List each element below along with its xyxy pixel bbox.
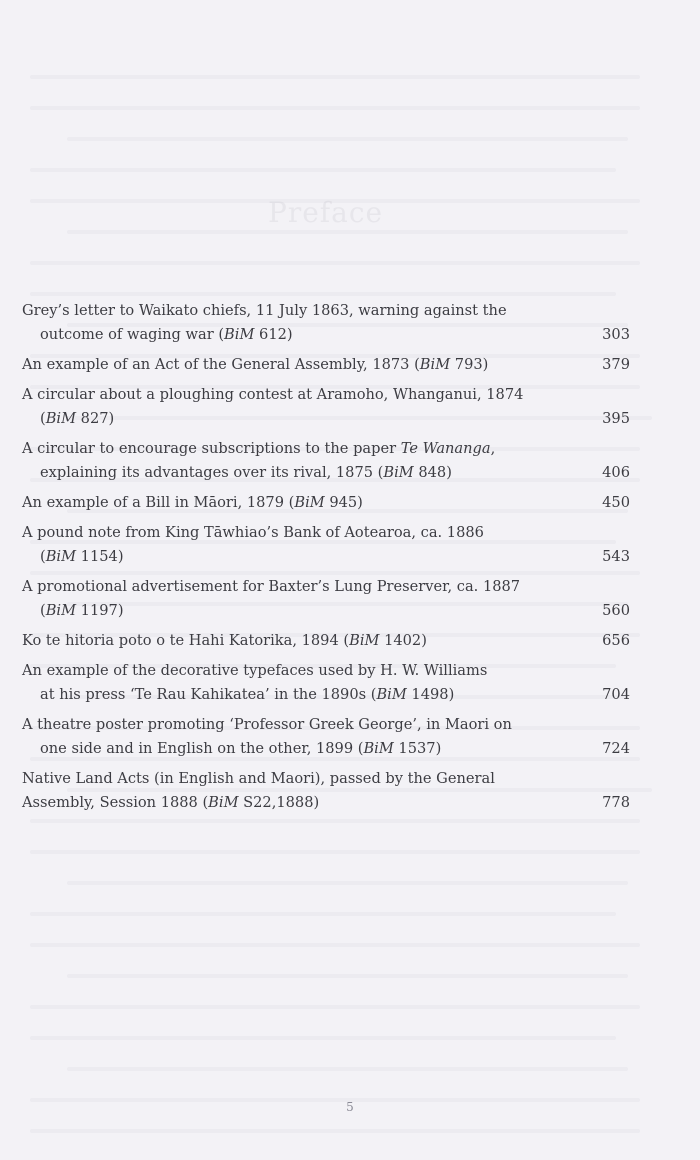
- toc-entry: [22, 491, 632, 515]
- entry-title-line1: Native Land Acts (in English and Maori), passed by the General: [22, 770, 495, 787]
- entry-title-line2: explaining its advantages over its rival, 1875 (BiM 848): [40, 464, 452, 481]
- entry-title-line1: A pound note from King Tāwhiao’s Bank of Aotearoa, ca. 1886: [22, 524, 484, 541]
- entry-page-number: 406: [602, 464, 630, 481]
- entry-page-number: 303: [602, 326, 630, 343]
- toc-entry: [22, 659, 632, 707]
- entry-page-number: 656: [602, 632, 630, 649]
- entry-title-line2: Assembly, Session 1888 (BiM S22,1888): [22, 794, 320, 811]
- entry-title-line2: (BiM 827): [40, 410, 115, 427]
- entry-page-number: 543: [602, 548, 630, 565]
- entry-page-number: 395: [602, 410, 630, 427]
- entry-page-number: 560: [602, 602, 630, 619]
- entry-page-number: 704: [602, 686, 630, 703]
- toc-entry: [22, 521, 632, 569]
- toc-entry: [22, 629, 632, 653]
- toc-entry: [22, 299, 632, 347]
- entry-title-line1: A theatre poster promoting ‘Professor Greek George’, in Maori on: [22, 716, 512, 733]
- entry-title-line1: A promotional advertisement for Baxter’s Lung Preserver, ca. 1887: [22, 578, 521, 595]
- entry-title-line1: A circular about a ploughing contest at Aramoho, Whanganui, 1874: [22, 386, 524, 403]
- toc-entry: [22, 713, 632, 761]
- entry-title-line2: (BiM 1197): [40, 602, 124, 619]
- entry-title-line1: An example of an Act of the General Assembly, 1873 (BiM 793): [22, 356, 489, 373]
- page-folio: 5: [346, 1100, 354, 1114]
- toc-entry: [22, 353, 632, 377]
- entry-title-line2: (BiM 1154): [40, 548, 124, 565]
- entry-title-line1: An example of the decorative typefaces used by H. W. Williams: [22, 662, 488, 679]
- toc-entry: [22, 437, 632, 485]
- entry-page-number: 450: [602, 494, 630, 511]
- toc-entry: [22, 767, 632, 815]
- entry-page-number: 724: [602, 740, 630, 757]
- entry-title-line1: A circular to encourage subscriptions to the paper Te Wananga,: [22, 440, 496, 457]
- entry-title-line1: An example of a Bill in Māori, 1879 (BiM 945): [22, 494, 363, 511]
- bleed-through-heading: Preface: [268, 196, 384, 229]
- list-of-illustrations: [22, 299, 632, 821]
- toc-entry: [22, 383, 632, 431]
- entry-page-number: 778: [602, 794, 630, 811]
- entry-title-line1: Grey’s letter to Waikato chiefs, 11 July 1863, warning against the: [22, 302, 507, 319]
- entry-title-line2: at his press ‘Te Rau Kahikatea’ in the 1890s (BiM 1498): [40, 686, 455, 703]
- entry-page-number: 379: [602, 356, 630, 373]
- entry-title-line2: one side and in English on the other, 1899 (BiM 1537): [40, 740, 442, 757]
- entry-title-line2: outcome of waging war (BiM 612): [40, 326, 293, 343]
- entry-title-line1: Ko te hitoria poto o te Hahi Katorika, 1894 (BiM 1402): [22, 632, 427, 649]
- toc-entry: [22, 575, 632, 623]
